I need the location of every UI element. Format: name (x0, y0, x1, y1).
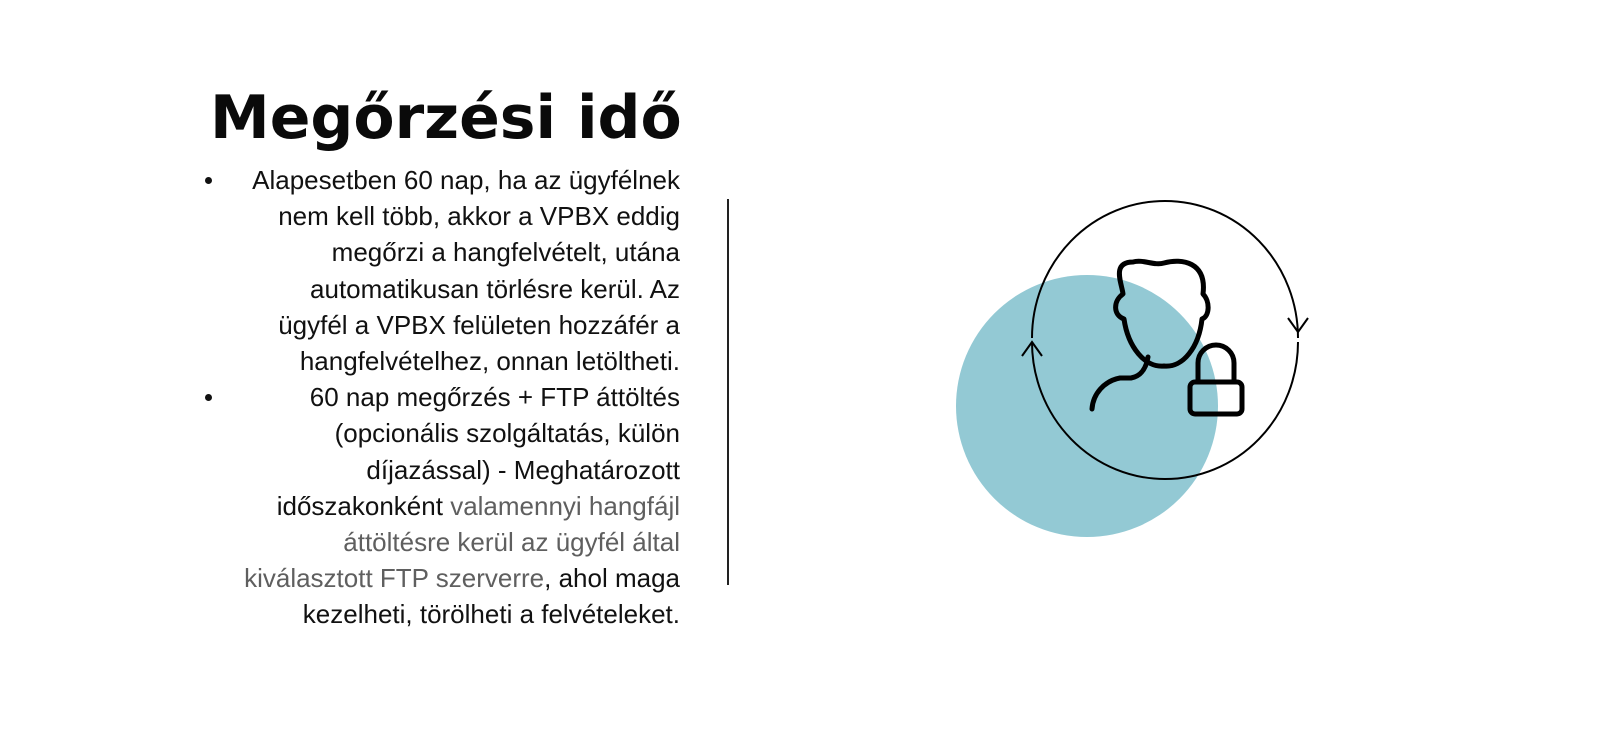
bullet-list (200, 162, 680, 633)
bullet-item (200, 162, 680, 379)
retention-graphic (940, 190, 1320, 550)
bullet-text: Alapesetben 60 nap, ha az ügyfélnek nem kell több, akkor a VPBX eddig megőrzi a hangfelvételt, utána automatikusan törlésre kerül. Az ügyfél a VPBX felületen hozzáfér a hangfelvételhez, onnan letöltheti. (252, 165, 680, 377)
slide-title: Megőrzési idő (210, 83, 682, 153)
retention-illustration (940, 190, 1320, 550)
teal-circle-decoration (956, 275, 1218, 537)
bullet-text-part: 60 nap megőrzés + FTP áttöltés (opcionális szolgáltatás, külön díjazással) - Meghatározott időszakonként (276, 382, 680, 521)
bullet-item (200, 379, 680, 632)
vertical-divider (727, 199, 729, 585)
bullet-dot-icon (205, 177, 212, 184)
bullet-text-part: , ahol maga kezelheti, törölheti a felvételeket. (302, 563, 680, 630)
bullet-text-highlight: valamennyi hangfájl áttöltésre kerül az ügyfél által kiválasztott FTP szerverre (244, 490, 680, 594)
bullet-dot-icon (205, 394, 212, 401)
